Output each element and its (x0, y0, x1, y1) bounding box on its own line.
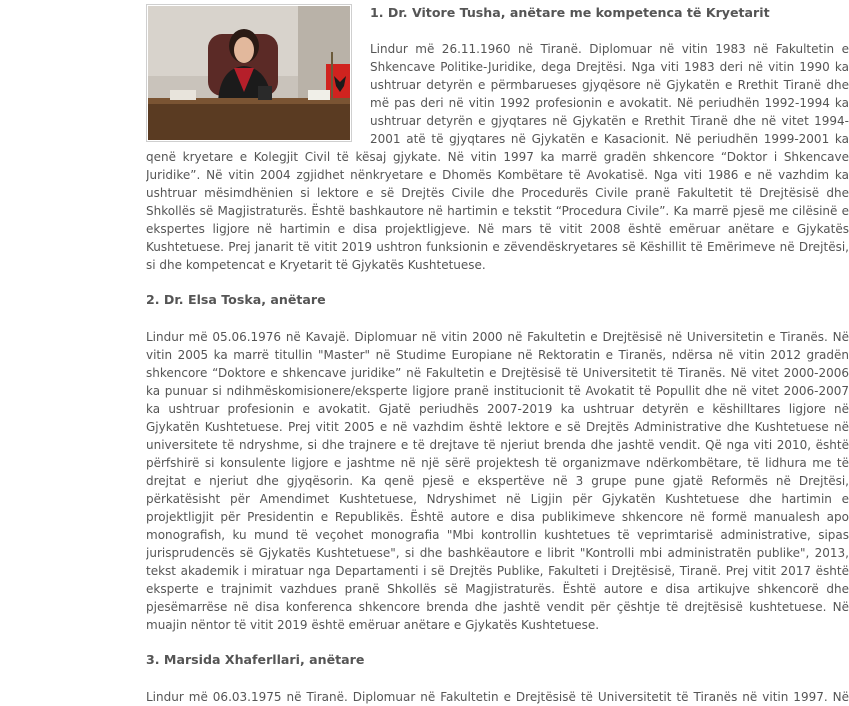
member-3-heading: 3. Marsida Xhaferllari, anëtare (146, 652, 365, 667)
member-1-bio-bottom (146, 148, 849, 274)
bio-line: pjesëmarrëse në disa konferenca shkencore brenda dhe jashtë vendit për çështje të drejtësisë kushtetuese. Në (146, 600, 849, 614)
portrait-photo-icon (148, 6, 350, 140)
member-2-heading: 2. Dr. Elsa Toska, anëtare (146, 292, 326, 307)
bio-line: tekst akademik i miratuar nga Departamenti i së Drejtës Publike, Fakulteti i Drejtësisë, Tiranë. Prej vitit 2017 është (146, 564, 849, 578)
bio-line: projektligjit për Presidentin e Republikës. Është autore e disa publikimeve shkencore në formë manualesh apo (146, 510, 849, 524)
bio-line: shkencore “Doktore e shkencave juridike” në Fakultetin e Drejtësisë të Universitetit të Tiranës. Në vitet 2000-2006 (146, 366, 849, 380)
bio-line: Shkollës së Magjistraturës. Është bashkautore në hartimin e tekstit “Procedura Civile”. Ka marrë pjesë me cilësinë e (146, 204, 849, 218)
bio-line: Lindur më 06.03.1975 në Tiranë. Diplomuar në Fakultetin e Drejtësisë të Universitetit të Tiranës në vitin 1997. Në (146, 690, 849, 704)
bio-line: ushtruar detyrën e gjyqtares në Gjykatën e Rrethit Tiranë dhe në vitet 1994- (370, 114, 849, 128)
bio-line: ka punuar si ndihmëskomisionere/eksperte ligjore pranë institucionit të Avokatit të Popullit dhe në vitet 2006-2007 (146, 384, 849, 398)
bio-line: ka ushtruar profesionin e avokatit. Gjatë periudhës 2007-2019 ka ushtruar detyrën e këshilltares ligjore në (146, 402, 849, 416)
bio-line: përkatësisht për Amendimet Kushtetuese, Ndryshimet në Ligjin për Gjykatën Kushtetuese dhe hartimin e (146, 492, 849, 506)
bio-line: eksperte e trajnimit vazhdues pranë Shkollës së Magjistraturës. Është autore e disa artikujve shkencorë dhe (146, 582, 849, 596)
bio-line: jurisprudencës së Gjykatës Kushtetuese", si dhe bashkëautore e librit "Kontrolli mbi administratën publike", 2013, (146, 546, 849, 560)
bio-line: drejtat e njeriut dhe gjyqësorin. Ka qenë pjesë e ekspertëve në 3 grupe pune gjatë Reformës në Drejtësi, (146, 474, 849, 488)
bio-line: monografish, ku mund të veçohet monografia "Mbi kontrollin kushtetues të veprimtarisë administrative, sipas (146, 528, 849, 542)
bio-line: më pas deri në vitin 1992 profesionin e avokatit. Në periudhën 1992-1994 ka (370, 96, 849, 110)
bio-line: vitin 2005 ka marrë titullin "Master" në Studime Europiane në Rektoratin e Tiranës, ndërsa në vitin 2012 gradën (146, 348, 849, 362)
bio-line: ushtruar mësimdhënien si lektore e së Drejtës Civile dhe Procedurës Civile pranë Fakultetit të Drejtësisë dhe (146, 186, 849, 200)
bio-line: Gjykatën Kushtetuese. Prej vitit 2005 e në vazhdim është lektore e së Drejtës Administrative dhe Kushtetuese në (146, 420, 849, 434)
bio-line: qenë kryetare e Kolegjit Civil të kësaj gjykate. Në vitin 1997 ka marrë gradën shkencore “Doktor i Shkencave (146, 150, 849, 164)
bio-line: 2001 atë të gjyqtares në Gjykatën e Kasacionit. Në periudhën 1999-2001 ka (370, 132, 849, 146)
bio-line: universitete të ndryshme, si dhe trajnere e të drejtave të njeriut brenda dhe jashtë vendit. Që nga viti 2010, është (146, 438, 849, 452)
bio-line: ekspertes ligjore në hartimin e disa projektligjeve. Në mars të vitit 2008 është emëruar anëtare e Gjykatës (146, 222, 849, 236)
bio-line: Kushtetuese. Prej janarit të vitit 2019 ushtron funksionin e zëvendëskryetares së Këshillit të Emërimeve në Drejtësi, (146, 240, 849, 254)
bio-line: përfshirë si konsulente ligjore e jashtme në një sërë projektesh të organizmave ndërkombëtare, të lidhura me të (146, 456, 849, 470)
bio-line: Juridike”. Në vitin 2004 zgjidhet nënkryetare e Dhomës Kombëtare të Avokatisë. Nga viti 1986 e në vazhdim ka (146, 168, 849, 182)
bio-line: Shkencave Politike-Juridike, dega Drejtësi. Nga viti 1983 deri në vitin 1990 ka (370, 60, 849, 74)
member-3-bio (146, 688, 849, 706)
bio-line: Lindur më 05.06.1976 në Kavajë. Diplomuar në vitin 2000 në Fakultetin e Drejtësisë në Universitetin e Tiranës. Në (146, 330, 849, 344)
bio-line: muajin nëntor të vitit 2019 është emëruar anëtare e Gjykatës Kushtetuese. (146, 618, 600, 632)
portrait-photo (146, 4, 352, 142)
bio-line: ushtruar detyrën e përmbarueses gjyqësore në Gjykatën e Rrethit Tiranë dhe (370, 78, 849, 92)
bio-line: Lindur më 26.11.1960 në Tiranë. Diplomuar në vitin 1983 në Fakultetin e (370, 42, 849, 56)
member-2-bio (146, 328, 849, 634)
member-1-bio-top (370, 40, 849, 148)
member-1-heading: 1. Dr. Vitore Tusha, anëtare me kompetenca të Kryetarit (370, 5, 770, 20)
bio-line: si dhe kompetencat e Kryetarit të Gjykatës Kushtetuese. (146, 258, 486, 272)
